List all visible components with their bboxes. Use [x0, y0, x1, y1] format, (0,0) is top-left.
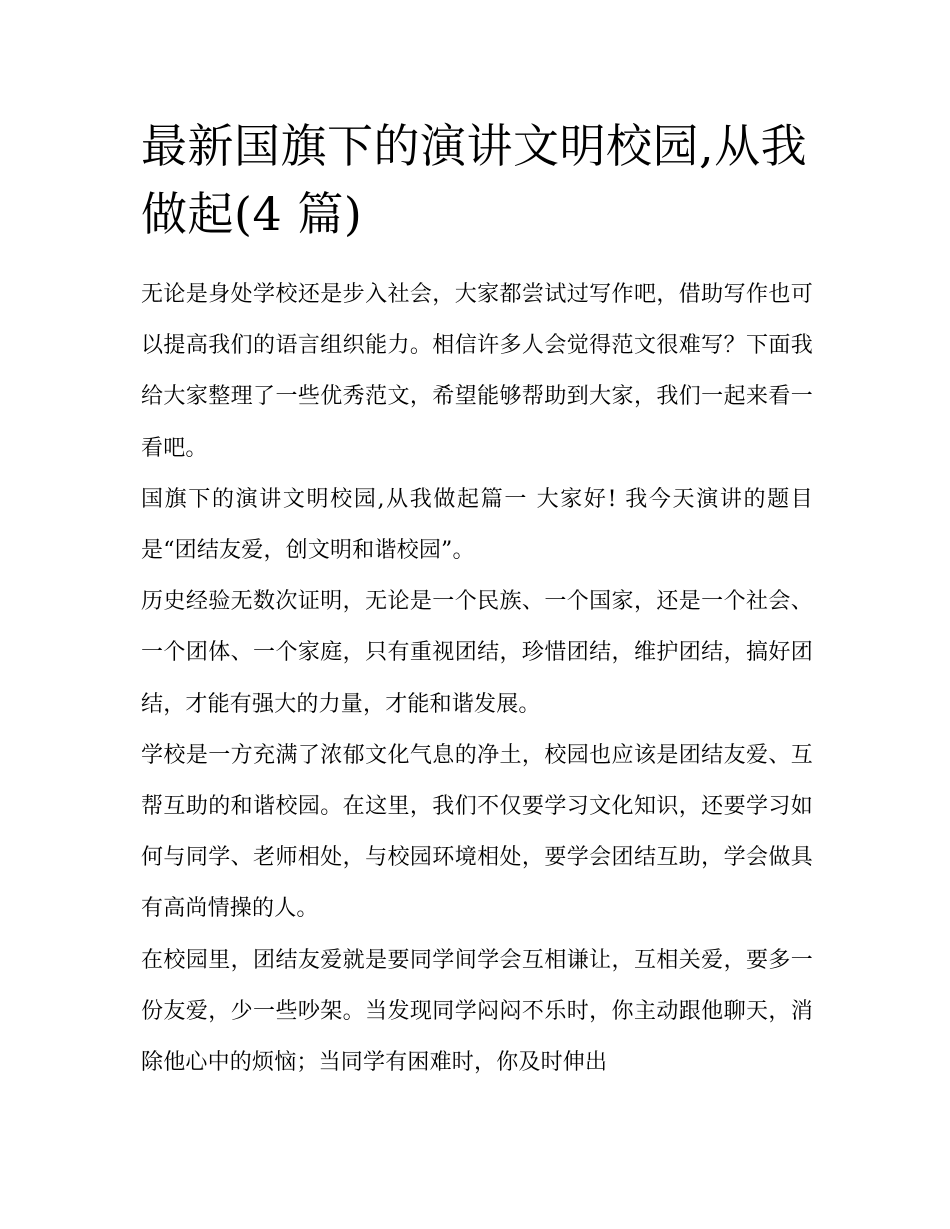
paragraph: 历史经验无数次证明，无论是一个民族、一个国家，还是一个社会、一个团体、一个家庭，只有重视团结，珍惜团结，维护团结，搞好团结，才能有强大的力量，才能和谐发展。	[141, 589, 813, 717]
paragraph-list	[141, 269, 813, 1088]
document-title: 最新国旗下的演讲文明校园,从我做起(4 篇)	[141, 119, 808, 241]
paragraph: 无论是身处学校还是步入社会，大家都尝试过写作吧，借助写作也可以提高我们的语言组织能力。相信许多人会觉得范文很难写？下面我给大家整理了一些优秀范文，希望能够帮助到大家，我们一起来看一看吧。	[141, 282, 813, 461]
paragraph: 学校是一方充满了浓郁文化气息的净土，校园也应该是团结友爱、互帮互助的和谐校园。在这里，我们不仅要学习文化知识，还要学习如何与同学、老师相处，与校园环境相处，要学会团结互助，学会做具有高尚情操的人。	[141, 742, 813, 922]
paragraph: 在校园里，团结友爱就是要同学间学会互相谦让，互相关爱，要多一份友爱，少一些吵架。当发现同学闷闷不乐时，你主动跟他聊天，消除他心中的烦恼；当同学有困难时，你及时伸出	[141, 947, 813, 1076]
paragraph: 国旗下的演讲文明校园,从我做起篇一 大家好! 我今天演讲的题目是“团结友爱，创文明和谐校园”。	[141, 486, 813, 564]
document-body	[141, 112, 813, 1088]
